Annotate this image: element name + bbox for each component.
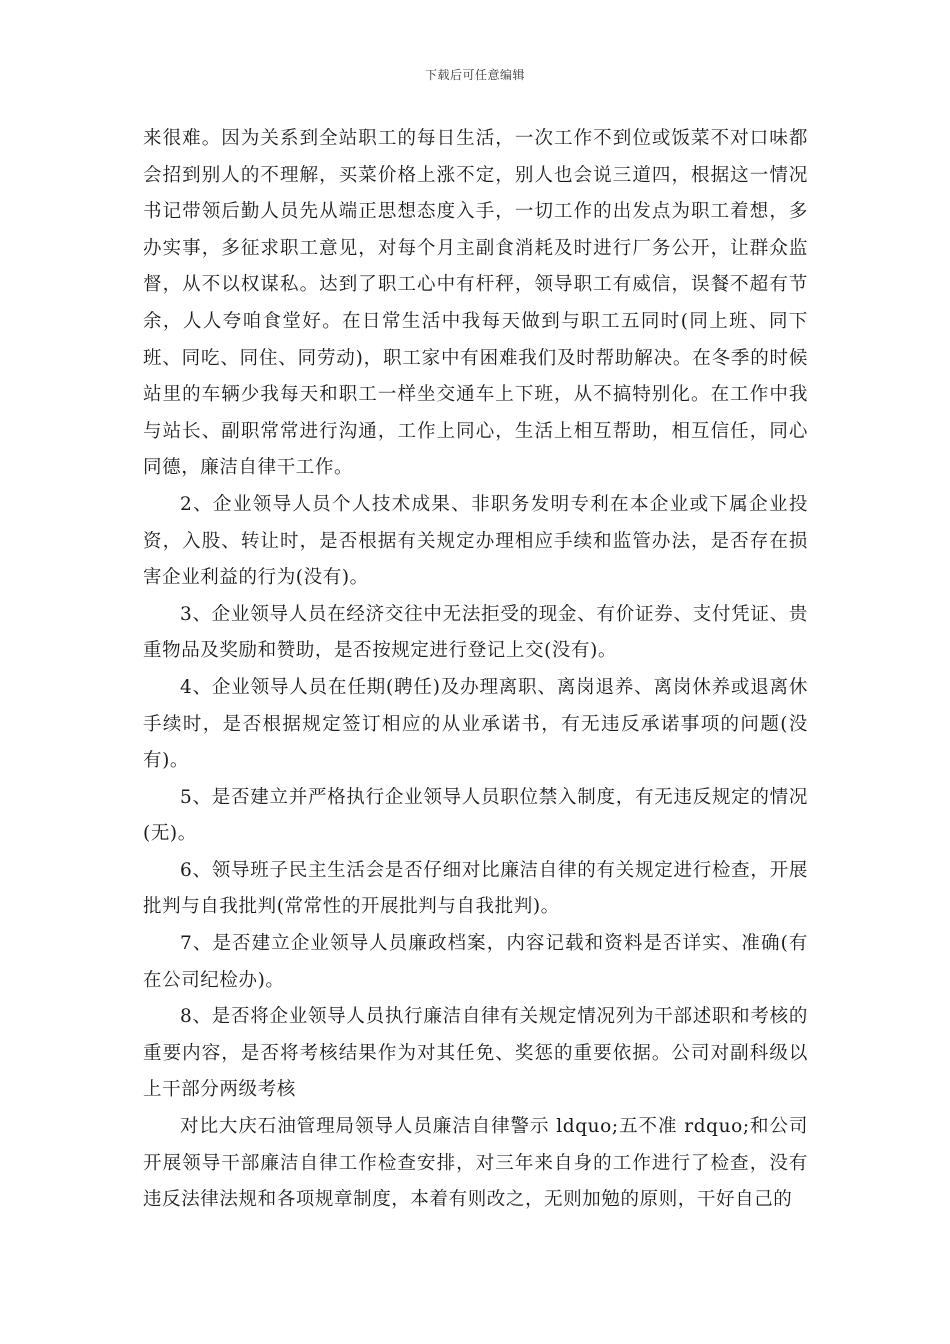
paragraph-item-3: 3、企业领导人员在经济交往中无法拒受的现金、有价证券、支付凭证、贵重物品及奖励和赞助，是否按规定进行登记上交(没有)。 xyxy=(143,603,808,662)
paragraph-continuation: 来很难。因为关系到全站职工的每日生活，一次工作不到位或饭菜不对口味都会招到别人的不理解，买菜价格上涨不定，别人也会说三道四，根据这一情况书记带领后勤人员先从端正思想态度入手，一切工作的出发点为职工着想，多办实事，多征求职工意见，对每个月主副食消耗及时进行厂务公开，让群众监督，从不以权谋私。达到了职工心中有杆秤，领导职工有威信，误餐不超有节余，人人夸咱食堂好。在日常生活中我每天做到与职工五同时(同上班、同下班、同吃、同住、同劳动)，职工家中有困难我们及时帮助解决。在冬季的时候站里的车辆少我每天和职工一样坐交通车上下班，从不搞特别化。在工作中我与站长、副职常常进行沟通，工作上同心，生活上相互帮助，相互信任，同心同德，廉洁自律干工作。 xyxy=(143,128,808,479)
paragraph-item-2: 2、企业领导人员个人技术成果、非职务发明专利在本企业或下属企业投资，入股、转让时，是否根据有关规定办理相应手续和监管办法，是否存在损害企业利益的行为(没有)。 xyxy=(143,493,808,589)
paragraph-summary: 对比大庆石油管理局领导人员廉洁自律警示 ldquo;五不准 rdquo;和公司开展领导干部廉洁自律工作检查安排，对三年来自身的工作进行了检查，没有违反法律法规和各项规章制度，本着有则改之，无则加勉的原则，干好自己的 xyxy=(143,1116,808,1211)
page-header: 下载后可任意编辑 xyxy=(424,68,525,82)
paragraph-item-7: 7、是否建立企业领导人员廉政档案，内容记载和资料是否详实、准确(有在公司纪检办)。 xyxy=(143,933,808,991)
paragraph-item-4: 4、企业领导人员在任期(聘任)及办理离职、离岗退养、离岗休养或退离休手续时，是否根据规定签订相应的从业承诺书，有无违反承诺事项的问题(没有)。 xyxy=(143,676,808,772)
document-body xyxy=(143,121,808,1219)
paragraph-item-5: 5、是否建立并严格执行企业领导人员职位禁入制度，有无违反规定的情况(无)。 xyxy=(143,786,808,845)
paragraph-item-8: 8、是否将企业领导人员执行廉洁自律有关规定情况列为干部述职和考核的重要内容，是否将考核结果作为对其任免、奖惩的重要依据。公司对副科级以上干部分两级考核 xyxy=(143,1006,808,1101)
paragraph-item-6: 6、领导班子民主生活会是否仔细对比廉洁自律的有关规定进行检查，开展批判与自我批判(常常性的开展批判与自我批判)。 xyxy=(143,859,808,918)
